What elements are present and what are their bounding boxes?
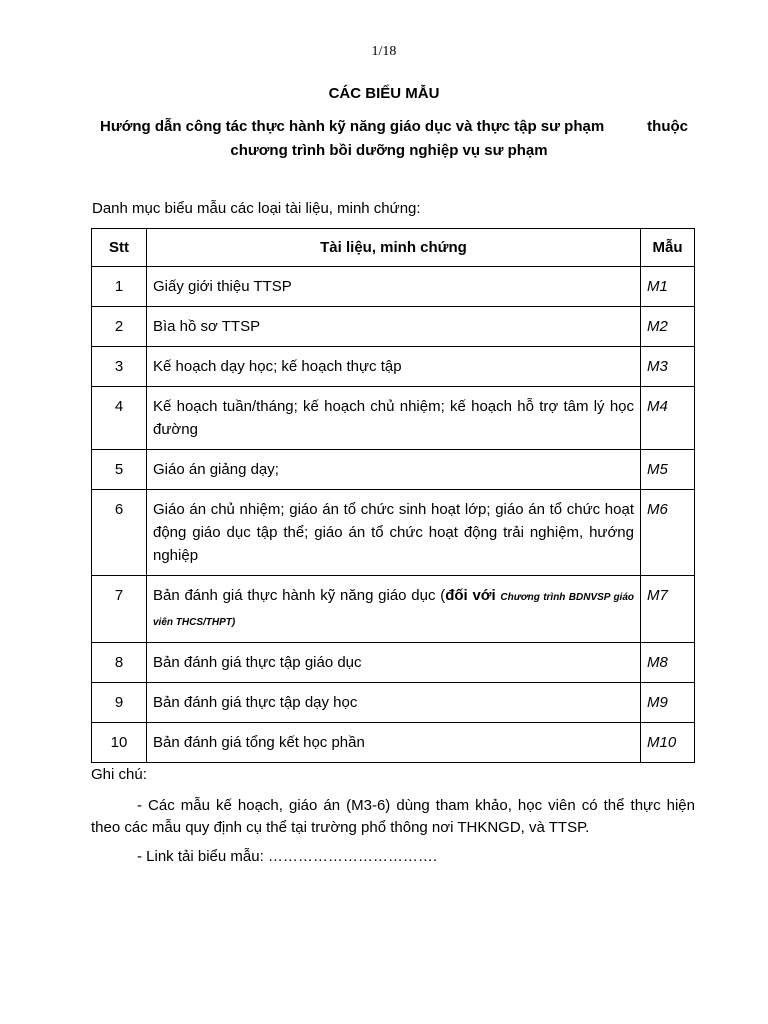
row-stt: 3 [92, 347, 147, 387]
intro-text: Danh mục biểu mẫu các loại tài liệu, minh chứng: [92, 200, 421, 217]
subtitle-line-2: chương trình bồi dưỡng nghiệp vụ sư phạm [230, 142, 548, 159]
page-number: 1/18 [371, 44, 397, 59]
row-document: Kế hoạch dạy học; kế hoạch thực tập [147, 347, 641, 387]
table-row [92, 267, 695, 307]
column-header-document: Tài liệu, minh chứng [147, 229, 641, 267]
row-document: Giấy giới thiệu TTSP [147, 267, 641, 307]
row-document: Bìa hồ sơ TTSP [147, 307, 641, 347]
row-document-small: Chương trình BDNVSP giáo viên THCS/THPT) [153, 592, 635, 628]
row-stt: 9 [92, 683, 147, 723]
documents-table [91, 228, 695, 763]
row-stt: 10 [92, 723, 147, 763]
row-form-code: M4 [641, 387, 695, 450]
row-form-code: M9 [641, 683, 695, 723]
table-row [92, 723, 695, 763]
row-form-code: M2 [641, 307, 695, 347]
table-header-row [92, 229, 695, 267]
row-stt: 7 [92, 576, 147, 643]
row-form-code: M8 [641, 643, 695, 683]
row-form-code: M3 [641, 347, 695, 387]
column-header-stt: Stt [92, 229, 147, 267]
row-form-code: M7 [641, 576, 695, 643]
notes-header: Ghi chú: [91, 766, 147, 783]
table-row [92, 450, 695, 490]
document-subtitle [100, 115, 688, 163]
notes-section [91, 764, 695, 868]
row-stt: 6 [92, 490, 147, 576]
table-row [92, 347, 695, 387]
row-document: Bản đánh giá thực tập dạy học [147, 683, 641, 723]
table-row [92, 490, 695, 576]
row-document: Bản đánh giá thực tập giáo dục [147, 643, 641, 683]
table-row [92, 683, 695, 723]
row-document: Kế hoạch tuần/tháng; kế hoạch chủ nhiệm; kế hoạch hỗ trợ tâm lý học đường [147, 387, 641, 450]
row-stt: 5 [92, 450, 147, 490]
row-stt: 4 [92, 387, 147, 450]
subtitle-line-1 [100, 115, 688, 139]
row-stt: 2 [92, 307, 147, 347]
row-document: Giáo án giảng dạy; [147, 450, 641, 490]
row-form-code: M10 [641, 723, 695, 763]
row-document: Bản đánh giá tổng kết học phần [147, 723, 641, 763]
document-title: CÁC BIỂU MẪU [328, 85, 440, 102]
table-row [92, 387, 695, 450]
table-row [92, 307, 695, 347]
row-document-text: Bản đánh giá thực hành kỹ năng giáo dục ( [153, 587, 446, 604]
row-document-bold: đối với [445, 587, 496, 604]
subtitle-line-1-left: Hướng dẫn công tác thực hành kỹ năng giáo dục và thực tập sư phạm [100, 118, 605, 135]
table-row [92, 576, 695, 643]
note-item-download-link[interactable]: - Link tải biểu mẫu: ……………………………. [137, 848, 438, 865]
row-document [147, 576, 641, 643]
column-header-form: Mẫu [641, 229, 695, 267]
row-form-code: M1 [641, 267, 695, 307]
row-form-code: M5 [641, 450, 695, 490]
row-stt: 8 [92, 643, 147, 683]
note-item: - Các mẫu kế hoạch, giáo án (M3-6) dùng tham khảo, học viên có thể thực hiện theo các mẫu quy định cụ thể tại trường phổ thông nơi THKNGD, và TTSP. [91, 797, 695, 836]
row-document: Giáo án chủ nhiệm; giáo án tổ chức sinh hoạt lớp; giáo án tổ chức hoạt động giáo dục tập thể; giáo án tổ chức hoạt động trải nghiệm, hướng nghiệp [147, 490, 641, 576]
table-row [92, 643, 695, 683]
row-stt: 1 [92, 267, 147, 307]
subtitle-line-1-right: thuộc [647, 118, 688, 135]
row-form-code: M6 [641, 490, 695, 576]
